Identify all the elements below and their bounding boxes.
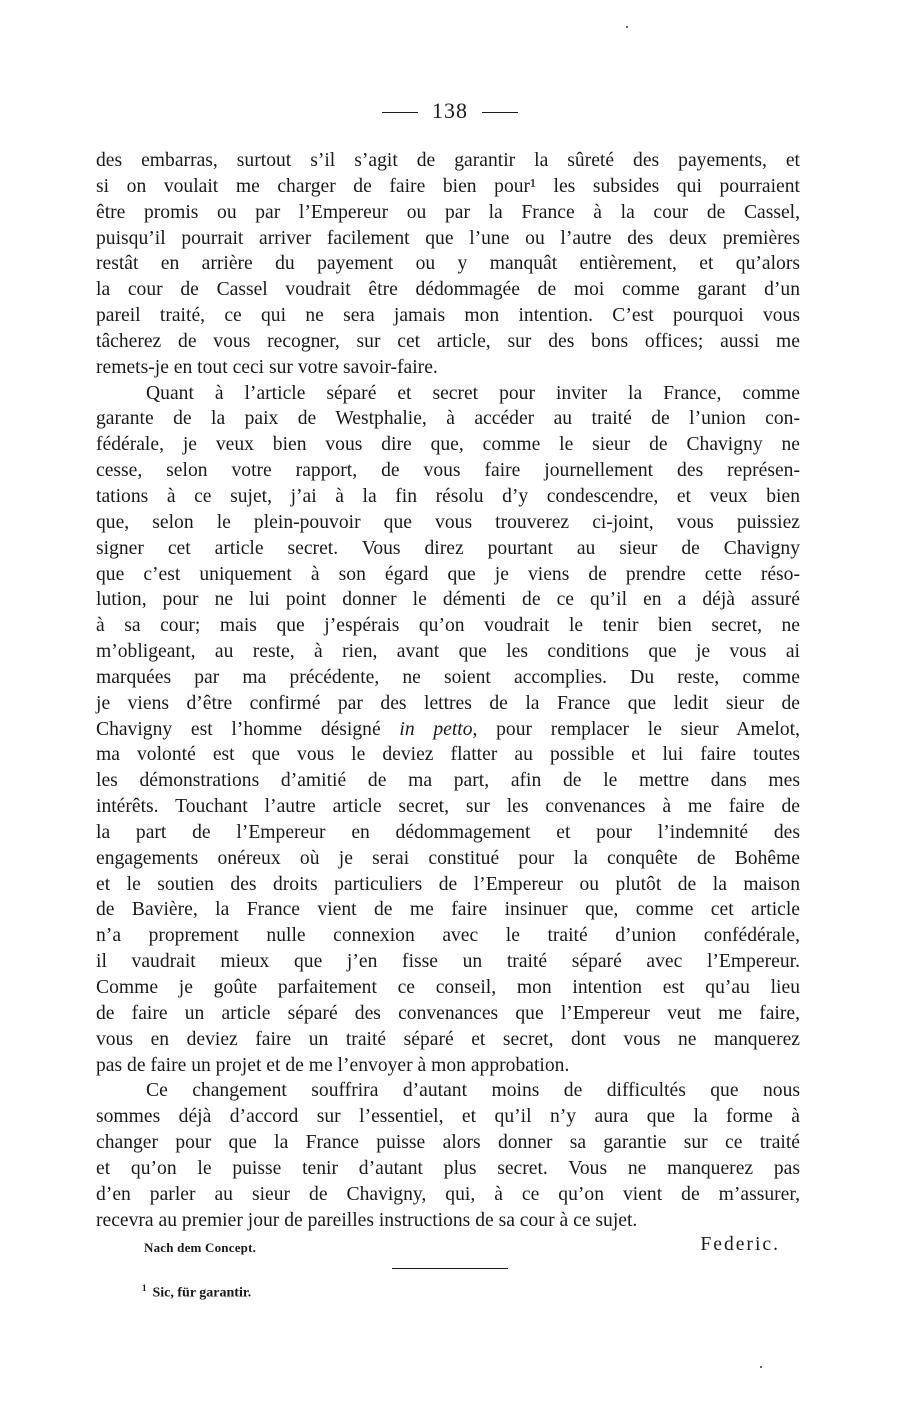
text-line: d’en parler au sieur de Chavigny, qui, à ce qu’on vient de m’assurer, (96, 1183, 800, 1205)
text-line: ma volonté est que vous le deviez flatter au possible et lui faire toutes (96, 744, 800, 766)
text-line: être promis ou par l’Empereur ou par la France à la cour de Cassel, (96, 201, 800, 223)
text-line: il vaudrait mieux que j’en fisse un traité séparé avec l’Empereur. (96, 951, 800, 973)
paragraph (96, 148, 800, 381)
signature-row (144, 1234, 780, 1260)
text-line: puisqu’il pourrait arriver facilement que l’une ou l’autre des deux premières (96, 227, 800, 249)
footnote-marker: 1 (142, 1283, 147, 1293)
text-line: garante de la paix de Westphalie, à accéder au traité de l’union con- (96, 408, 800, 430)
footnote (142, 1283, 251, 1302)
text-line: Ce changement souffrira d’autant moins de difficultés que nous (146, 1080, 800, 1102)
text-line: signer cet article secret. Vous direz pourtant au sieur de Chavigny (96, 537, 800, 559)
text-line: je viens d’être confirmé par des lettres de la France que ledit sieur de (96, 692, 800, 714)
paper-speck (626, 26, 628, 28)
text-line: des embarras, surtout s’il s’agit de garantir la sûreté des payements, et (96, 150, 800, 171)
paragraph (96, 381, 800, 1079)
text-line: que, selon le plein-pouvoir que vous trouverez ci-joint, vous puissiez (96, 511, 800, 533)
footnote-separator-rule (392, 1268, 508, 1269)
text-line: lution, pour ne lui point donner le démenti de ce qu’il en a déjà assuré (96, 589, 800, 611)
text-line: recevra au premier jour de pareilles instructions de sa cour à ce sujet. (96, 1209, 638, 1231)
text-line: la part de l’Empereur en dédommagement et pour l’indemnité des (96, 821, 800, 843)
text-line: pareil traité, ce qui ne sera jamais mon intention. C’est pourquoi vous (96, 305, 800, 327)
text-line: Quant à l’article séparé et secret pour inviter la France, comme (146, 382, 800, 404)
paragraph (96, 1078, 800, 1233)
text-line: si on voulait me charger de faire bien pour¹ les subsides qui pourraient (96, 175, 800, 197)
page-header (0, 98, 900, 124)
text-line: tations à ce sujet, j’ai à la fin résolu d’y condescendre, et veux bien (96, 485, 800, 507)
text-line: et le soutien des droits particuliers de l’Empereur ou plutôt de la maison (96, 873, 800, 895)
text-line: m’obligeant, au reste, à rien, avant que les conditions que je vous ai (96, 641, 800, 663)
text-line: la cour de Cassel voudrait être dédommagée de moi comme garant d’un (96, 279, 800, 301)
text-line: Chavigny est l’homme désigné in petto, pour remplacer le sieur Amelot, (96, 718, 800, 740)
text-line: cesse, selon votre rapport, de vous faire journellement des représen- (96, 460, 800, 482)
text-line: remets-je en tout ceci sur votre savoir-faire. (96, 356, 438, 378)
text-line: vous en deviez faire un traité séparé et secret, dont vous ne manquerez (96, 1028, 800, 1050)
page-number: 138 (432, 98, 468, 123)
text-line: à sa cour; mais que j’espérais qu’on voudrait le tenir bien secret, ne (96, 615, 800, 637)
text-line: de faire un article séparé des convenances que l’Empereur veut me faire, (96, 1002, 800, 1024)
signature: Federic. (700, 1234, 780, 1255)
text-line: n’a proprement nulle connexion avec le traité d’union confédérale, (96, 925, 800, 947)
text-line: fédérale, je veux bien vous dire que, comme le sieur de Chavigny ne (96, 434, 800, 456)
text-line: que c’est uniquement à son égard que je viens de prendre cette réso- (96, 563, 800, 585)
text-line: et qu’on le puisse tenir d’autant plus secret. Vous ne manquerez pas (96, 1157, 800, 1179)
text-line: restât en arrière du payement ou y manquât entièrement, et qu’alors (96, 253, 800, 275)
text-line: pas de faire un projet et de me l’envoyer à mon approbation. (96, 1054, 570, 1076)
text-line: les démonstrations d’amitié de ma part, afin de le mettre dans mes (96, 770, 800, 792)
text-line: Comme je goûte parfaitement ce conseil, mon intention est qu’au lieu (96, 977, 800, 998)
header-dash-right (482, 112, 518, 113)
letter-body (96, 148, 800, 1233)
header-dash-left (382, 112, 418, 113)
text-line: intérêts. Touchant l’autre article secret, sur les convenances à me faire de (96, 796, 800, 818)
text-line: de Bavière, la France vient de me faire insinuer que, comme cet article (96, 899, 800, 921)
text-line: engagements onéreux où je serai constitué pour la conquête de Bohême (96, 847, 800, 869)
paper-speck (760, 1366, 762, 1368)
text-line: sommes déjà d’accord sur l’essentiel, et qu’il n’y aura que la forme à (96, 1106, 800, 1128)
footnote-text: Sic, für garantir. (152, 1285, 252, 1301)
text-line: marquées par ma précédente, ne soient accomplies. Du reste, comme (96, 666, 800, 688)
source-note: Nach dem Concept. (144, 1240, 257, 1255)
text-line: tâcherez de vous recogner, sur cet article, sur des bons offices; aussi me (96, 330, 800, 352)
text-line: changer pour que la France puisse alors donner sa garantie sur ce traité (96, 1132, 800, 1154)
